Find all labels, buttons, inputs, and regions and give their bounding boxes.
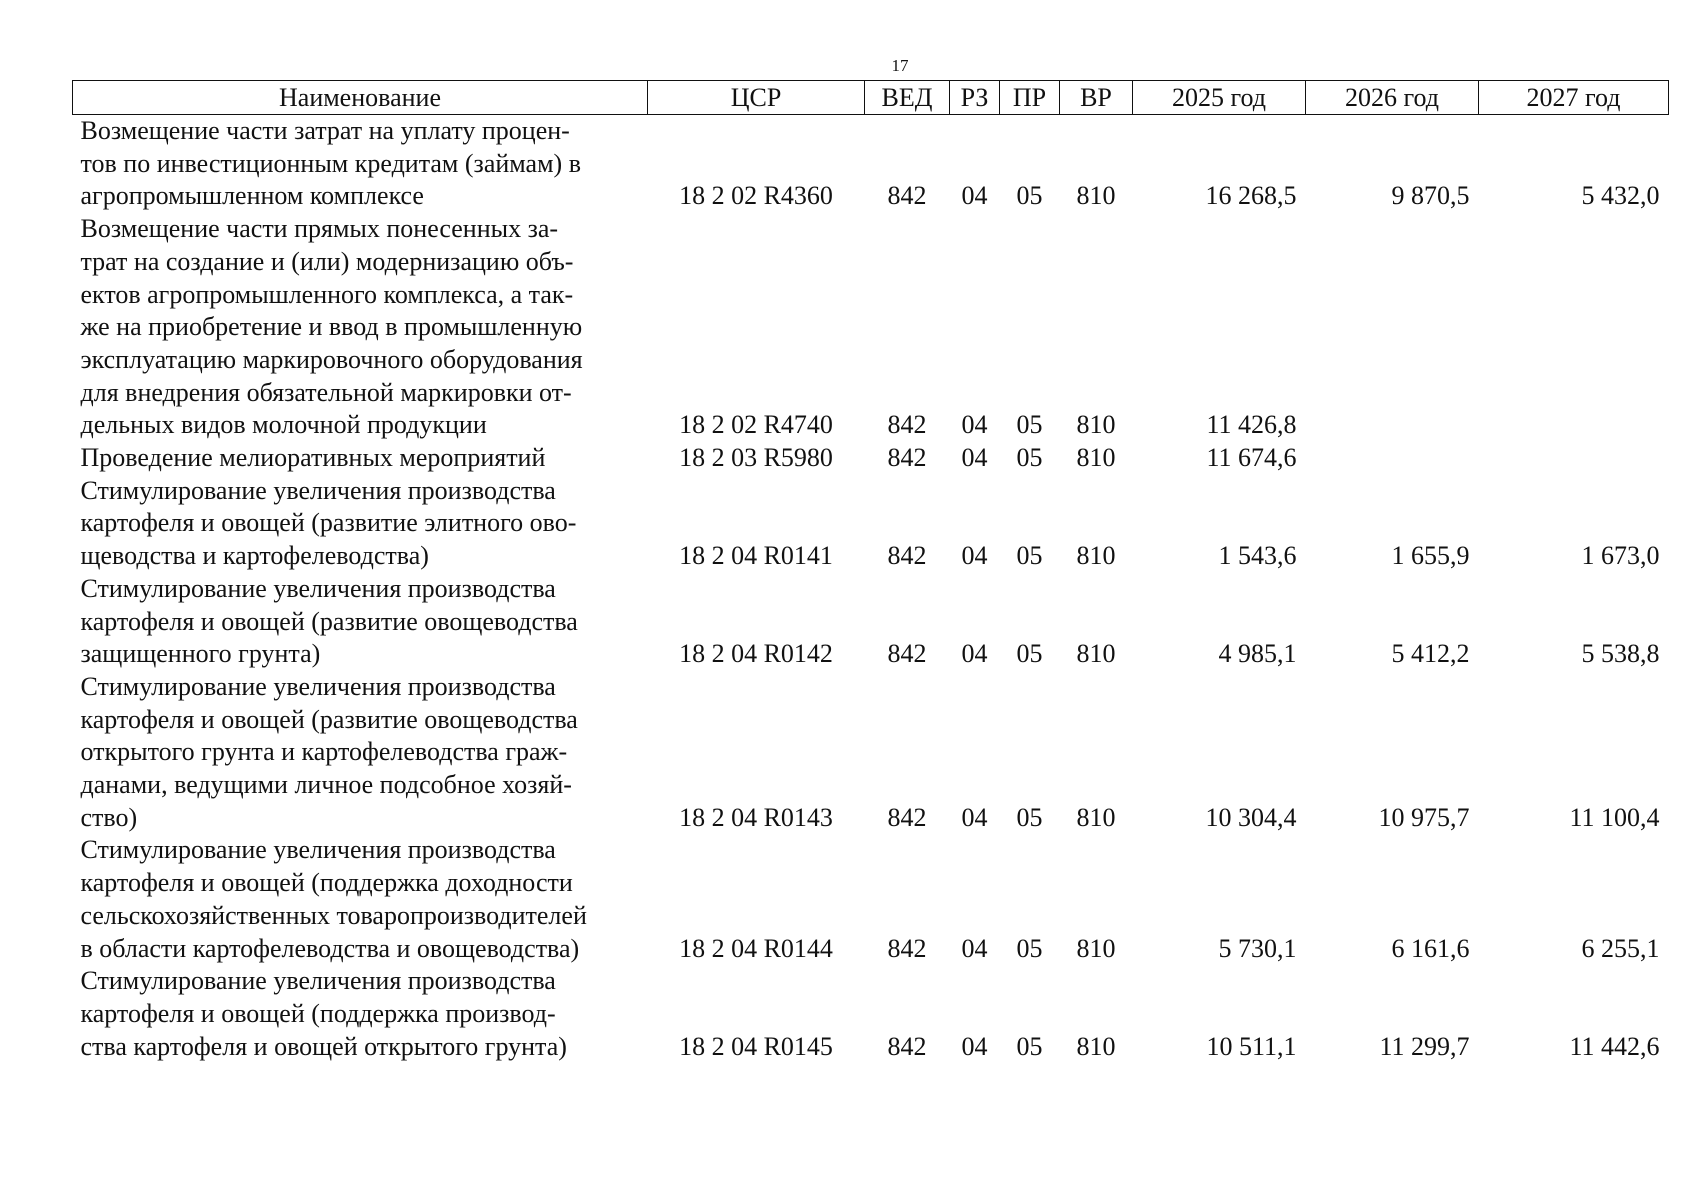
cell-pr: 05 [1016, 541, 1043, 571]
name-line: агропромышленном комплексе [80, 181, 424, 211]
cell-vr: 810 [1076, 802, 1116, 832]
name-line: Стимулирование увеличения производства [80, 475, 556, 505]
header-csr: ЦСР [648, 81, 865, 115]
cell-2026 [1306, 442, 1479, 475]
cell-2027: 5 538,8 [1581, 639, 1660, 669]
name-line: ство) [80, 802, 138, 832]
header-vr: ВР [1060, 81, 1133, 115]
cell-2025: 16 268,5 [1205, 181, 1297, 211]
table-row [73, 671, 1669, 835]
table-row [73, 475, 1669, 573]
cell-2026: 5 412,2 [1391, 639, 1470, 669]
table-row [73, 442, 1669, 475]
name-line: щеводства и картофелеводства) [80, 541, 429, 571]
name-line: для внедрения обязательной маркировки от- [80, 377, 572, 407]
name-line: дельных видов молочной продукции [80, 410, 487, 440]
cell-ved: 842 [887, 802, 927, 832]
cell-vr: 810 [1076, 181, 1116, 211]
cell-csr: 18 2 03 R5980 [679, 443, 833, 473]
name-line: тов по инвестиционным кредитам (займам) в [80, 148, 581, 178]
cell-name [73, 573, 648, 671]
table-header [73, 81, 1669, 115]
cell-vr: 810 [1076, 1031, 1116, 1061]
cell-pr: 05 [1016, 639, 1043, 669]
header-ved: ВЕД [865, 81, 950, 115]
cell-2027: 6 255,1 [1581, 933, 1660, 963]
cell-2027: 1 673,0 [1581, 541, 1660, 571]
name-line: Стимулирование увеличения производства [80, 966, 556, 996]
cell-2027: 11 100,4 [1569, 802, 1660, 832]
cell-ved: 842 [887, 410, 927, 440]
page-number: 17 [891, 56, 909, 75]
name-line: картофеля и овощей (развитие овощеводства [80, 704, 578, 734]
cell-csr: 18 2 04 R0143 [679, 802, 833, 832]
cell-2025: 10 304,4 [1205, 802, 1297, 832]
name-line: Стимулирование увеличения производства [80, 573, 556, 603]
cell-rz: 04 [961, 1031, 988, 1061]
cell-pr: 05 [1016, 410, 1043, 440]
name-line: Возмещение части затрат на уплату процен- [80, 116, 570, 145]
cell-ved: 842 [887, 443, 927, 473]
cell-name [73, 965, 648, 1063]
cell-2025: 1 543,6 [1218, 541, 1297, 571]
cell-vr: 810 [1076, 541, 1116, 571]
cell-2025: 11 674,6 [1206, 443, 1297, 473]
cell-2026: 6 161,6 [1391, 933, 1470, 963]
name-line: сельскохозяйственных товаропроизводителей [80, 900, 587, 930]
table-row [73, 965, 1669, 1063]
name-line: данами, ведущими личное подсобное хозяй- [80, 770, 572, 800]
name-line: Стимулирование увеличения производства [80, 671, 556, 701]
cell-pr: 05 [1016, 443, 1043, 473]
name-line: Проведение мелиоративных мероприятий [80, 443, 546, 473]
cell-vr: 810 [1076, 443, 1116, 473]
cell-csr: 18 2 04 R0142 [679, 639, 833, 669]
cell-2025: 10 511,1 [1206, 1031, 1297, 1061]
cell-pr: 05 [1016, 181, 1043, 211]
cell-rz: 04 [961, 443, 988, 473]
cell-ved: 842 [887, 541, 927, 571]
name-line: же на приобретение и ввод в промышленную [80, 312, 583, 342]
cell-csr: 18 2 04 R0144 [679, 933, 833, 963]
cell-rz: 04 [961, 541, 988, 571]
cell-2027 [1479, 213, 1669, 442]
cell-ved: 842 [887, 1031, 927, 1061]
cell-2025: 4 985,1 [1218, 639, 1297, 669]
cell-2027 [1479, 442, 1669, 475]
table-row [73, 834, 1669, 965]
header-2026: 2026 год [1306, 81, 1479, 115]
cell-rz: 04 [961, 933, 988, 963]
table-body [73, 115, 1669, 1064]
cell-csr: 18 2 04 R0141 [679, 541, 833, 571]
cell-rz: 04 [961, 410, 988, 440]
header-name: Наименование [73, 81, 648, 115]
cell-pr: 05 [1016, 933, 1043, 963]
name-line: трат на создание и (или) модернизацию объ- [80, 246, 574, 276]
header-2027: 2027 год [1479, 81, 1669, 115]
cell-name [73, 475, 648, 573]
cell-name [73, 442, 648, 475]
name-line: картофеля и овощей (развитие элитного ово- [80, 508, 577, 538]
cell-vr: 810 [1076, 410, 1116, 440]
cell-2026: 1 655,9 [1391, 541, 1470, 571]
cell-name [73, 671, 648, 835]
cell-name [73, 115, 648, 214]
name-line: ства картофеля и овощей открытого грунта) [80, 1031, 567, 1061]
name-line: эксплуатацию маркировочного оборудования [80, 344, 583, 374]
cell-2027: 11 442,6 [1569, 1031, 1660, 1061]
cell-ved: 842 [887, 933, 927, 963]
cell-2026: 9 870,5 [1391, 181, 1470, 211]
cell-csr: 18 2 02 R4740 [679, 410, 833, 440]
table-row [73, 115, 1669, 214]
cell-rz: 04 [961, 181, 988, 211]
cell-vr: 810 [1076, 639, 1116, 669]
cell-2025: 5 730,1 [1218, 933, 1297, 963]
cell-pr: 05 [1016, 1031, 1043, 1061]
cell-rz: 04 [961, 639, 988, 669]
cell-2026: 10 975,7 [1378, 802, 1470, 832]
cell-csr: 18 2 02 R4360 [679, 181, 833, 211]
table-row [73, 213, 1669, 442]
budget-allocation-table [72, 80, 1669, 1063]
table-row [73, 573, 1669, 671]
name-line: картофеля и овощей (развитие овощеводства [80, 606, 578, 636]
name-line: картофеля и овощей (поддержка доходности [80, 868, 573, 898]
cell-2027: 5 432,0 [1581, 181, 1660, 211]
name-line: в области картофелеводства и овощеводства) [80, 933, 580, 963]
cell-2026 [1306, 213, 1479, 442]
cell-2025: 11 426,8 [1206, 410, 1297, 440]
cell-2026: 11 299,7 [1379, 1031, 1470, 1061]
cell-name [73, 834, 648, 965]
header-2025: 2025 год [1133, 81, 1306, 115]
cell-ved: 842 [887, 639, 927, 669]
name-line: защищенного грунта) [80, 639, 321, 669]
name-line: Стимулирование увеличения производства [80, 835, 556, 865]
name-line: ектов агропромышленного комплекса, а так- [80, 279, 574, 309]
header-pr: ПР [1000, 81, 1060, 115]
cell-rz: 04 [961, 802, 988, 832]
name-line: Возмещение части прямых понесенных за- [80, 214, 559, 244]
cell-name [73, 213, 648, 442]
cell-vr: 810 [1076, 933, 1116, 963]
name-line: картофеля и овощей (поддержка производ- [80, 998, 556, 1028]
cell-csr: 18 2 04 R0145 [679, 1031, 833, 1061]
cell-pr: 05 [1016, 802, 1043, 832]
name-line: открытого грунта и картофелеводства граж- [80, 737, 568, 767]
cell-ved: 842 [887, 181, 927, 211]
header-rz: РЗ [950, 81, 1000, 115]
header-row [73, 81, 1669, 115]
